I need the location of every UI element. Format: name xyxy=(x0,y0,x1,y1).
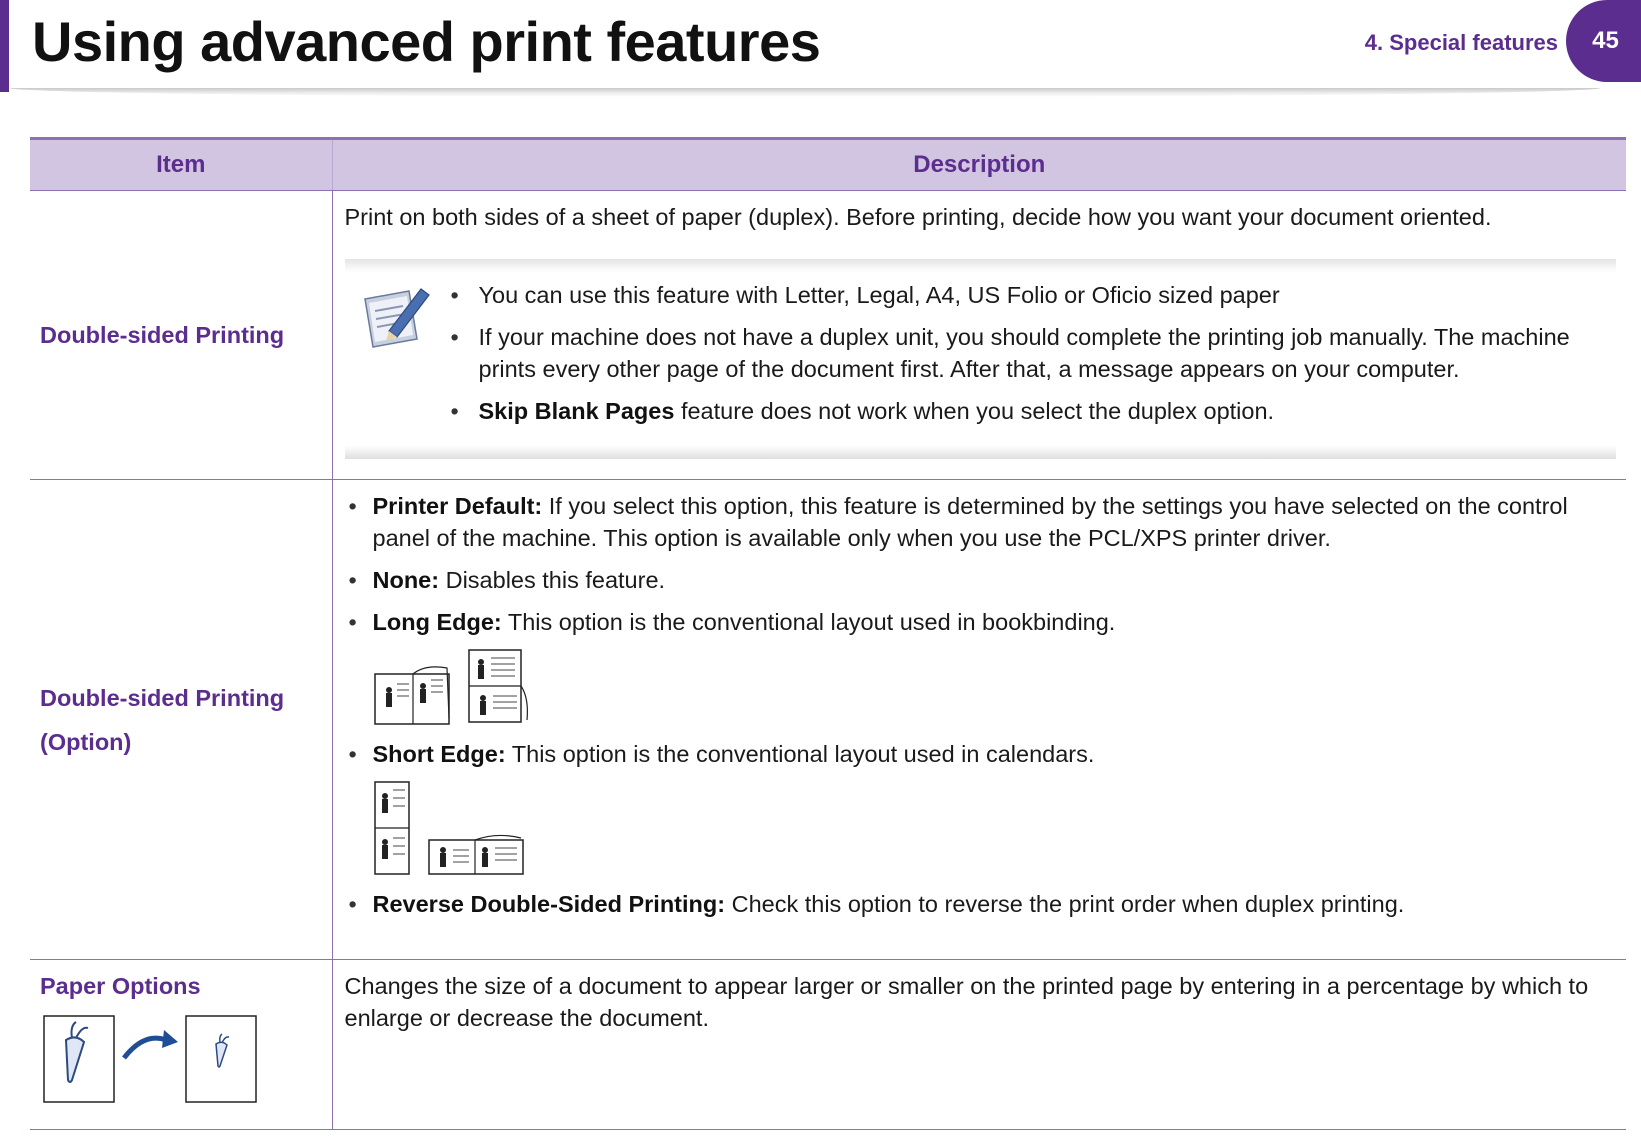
section-label: 4. Special features xyxy=(1364,30,1558,55)
option-none: • None: Disables this feature. xyxy=(345,564,1617,596)
option-short-edge: • Short Edge: This option is the conventional layout used in calendars. xyxy=(345,738,1617,770)
column-header-description: Description xyxy=(332,139,1626,191)
option-reverse-duplex: • Reverse Double-Sided Printing: Check this option to reverse the print order when duplex printing. xyxy=(345,888,1617,920)
item-cell xyxy=(30,191,332,480)
note-box xyxy=(345,259,1617,459)
small-page-carrot-icon xyxy=(184,1014,258,1104)
column-header-item: Item xyxy=(30,139,332,191)
description-cell xyxy=(332,960,1626,1130)
note-item: • Skip Blank Pages feature does not work when you select the duplex option. xyxy=(465,395,1617,427)
page-number-badge: 45 xyxy=(1566,0,1641,82)
description-cell xyxy=(332,480,1626,960)
short-edge-calendar-icon xyxy=(373,780,413,876)
long-edge-book-icon xyxy=(373,660,453,726)
header-divider xyxy=(10,88,1600,97)
table-header-row xyxy=(30,139,1626,191)
note-item: • If your machine does not have a duplex unit, you should complete the printing job manually. The machine prints every other page of the document first. After that, a message appears on your computer. xyxy=(465,321,1617,385)
short-edge-illustration xyxy=(373,780,1617,876)
header-accent-bar xyxy=(0,0,9,92)
table-row xyxy=(30,191,1626,480)
description-cell xyxy=(332,191,1626,480)
option-printer-default: • Printer Default: If you select this option, this feature is determined by the settings you have selected on the control panel of the machine. This option is available only when you use the PCL/XPS printer driver. xyxy=(345,490,1617,554)
features-table xyxy=(30,137,1626,1130)
paper-options-description: Changes the size of a document to appear larger or smaller on the printed page by entering in a percentage by which to enlarge or decrease the document. xyxy=(344,973,1589,1031)
table-row xyxy=(30,960,1626,1130)
note-item: • You can use this feature with Letter, Legal, A4, US Folio or Oficio sized paper xyxy=(465,279,1617,311)
table-row xyxy=(30,480,1626,960)
large-page-carrot-icon xyxy=(42,1014,116,1104)
short-edge-flip-icon xyxy=(427,834,525,876)
paper-options-illustration xyxy=(42,1014,332,1104)
item-label-double-sided-option: Double-sided Printing (Option) xyxy=(40,684,285,755)
option-long-edge: • Long Edge: This option is the conventional layout used in bookbinding. xyxy=(345,606,1617,638)
long-edge-illustration xyxy=(373,648,1617,726)
item-label-double-sided: Double-sided Printing xyxy=(40,322,285,348)
item-label-paper-options: Paper Options xyxy=(40,973,201,999)
note-pencil-icon xyxy=(359,283,431,353)
item-cell xyxy=(30,960,332,1130)
duplex-intro: Print on both sides of a sheet of paper (duplex). Before printing, decide how you want your document oriented. xyxy=(344,204,1492,230)
page-title: Using advanced print features xyxy=(32,10,821,73)
shrink-arrow-icon xyxy=(120,1024,180,1064)
item-cell xyxy=(30,480,332,960)
long-edge-flip-icon xyxy=(467,648,531,726)
